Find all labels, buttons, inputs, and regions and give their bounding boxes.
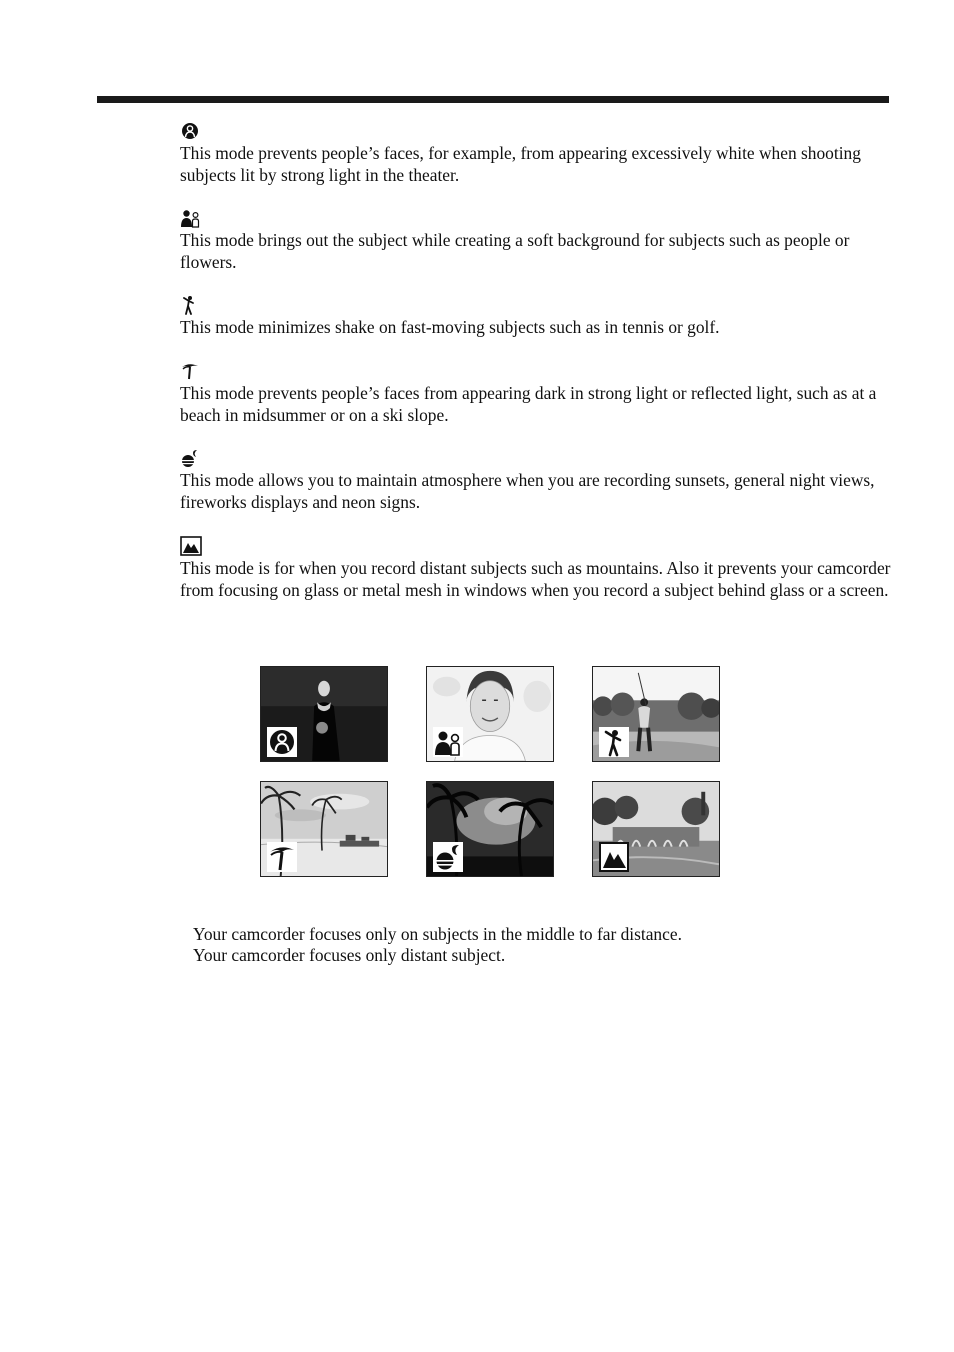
spotlight-example-photo <box>260 666 388 762</box>
header-rule <box>97 96 889 103</box>
beach-ski-example-photo <box>260 781 388 877</box>
spotlight-mode-icon <box>180 121 202 141</box>
mode-entry-sports <box>180 295 892 339</box>
portrait-mode-icon <box>433 727 463 757</box>
landscape-mode-icon <box>180 536 202 556</box>
mode-description: This mode prevents people’s faces, for example, from appearing excessively white when shooting subjects lit by strong light in the theater. <box>180 143 861 185</box>
mode-entry-spotlight <box>180 121 892 186</box>
mode-description: This mode minimizes shake on fast-moving subjects such as in tennis or golf. <box>180 317 720 337</box>
spotlight-mode-icon <box>267 727 297 757</box>
mode-entry-beach-ski <box>180 361 892 426</box>
mode-entry-sunset-moon <box>180 448 892 513</box>
sunset-moon-mode-icon <box>433 842 463 872</box>
sports-mode-icon <box>180 295 202 315</box>
focus-note-middle-far: Your camcorder focuses only on subjects in the middle to far distance. <box>193 924 682 944</box>
portrait-mode-icon <box>180 208 202 228</box>
beach-ski-mode-icon <box>180 361 202 381</box>
sunset-moon-mode-icon <box>180 448 202 468</box>
beach-ski-mode-icon <box>267 842 297 872</box>
mode-entry-portrait <box>180 208 892 273</box>
mode-entry-landscape <box>180 536 892 601</box>
landscape-example-photo <box>592 781 720 877</box>
landscape-mode-icon <box>599 842 629 872</box>
mode-description: This mode brings out the subject while creating a soft background for subjects such as people or flowers. <box>180 230 850 272</box>
mode-description: This mode prevents people’s faces from appearing dark in strong light or reflected light, such as at a beach in midsummer or on a ski slope. <box>180 383 877 425</box>
sports-mode-icon <box>599 727 629 757</box>
mode-description: This mode allows you to maintain atmosphere when you are recording sunsets, general night views, fireworks displays and neon signs. <box>180 470 875 512</box>
focus-note-distant: Your camcorder focuses only distant subject. <box>193 945 506 965</box>
portrait-example-photo <box>426 666 554 762</box>
sunset-moon-example-photo <box>426 781 554 877</box>
sports-example-photo <box>592 666 720 762</box>
mode-description: This mode is for when you record distant subjects such as mountains. Also it prevents your camcorder from focusing on glass or metal mesh in windows when you record a subject behind glass or a screen. <box>180 558 891 600</box>
